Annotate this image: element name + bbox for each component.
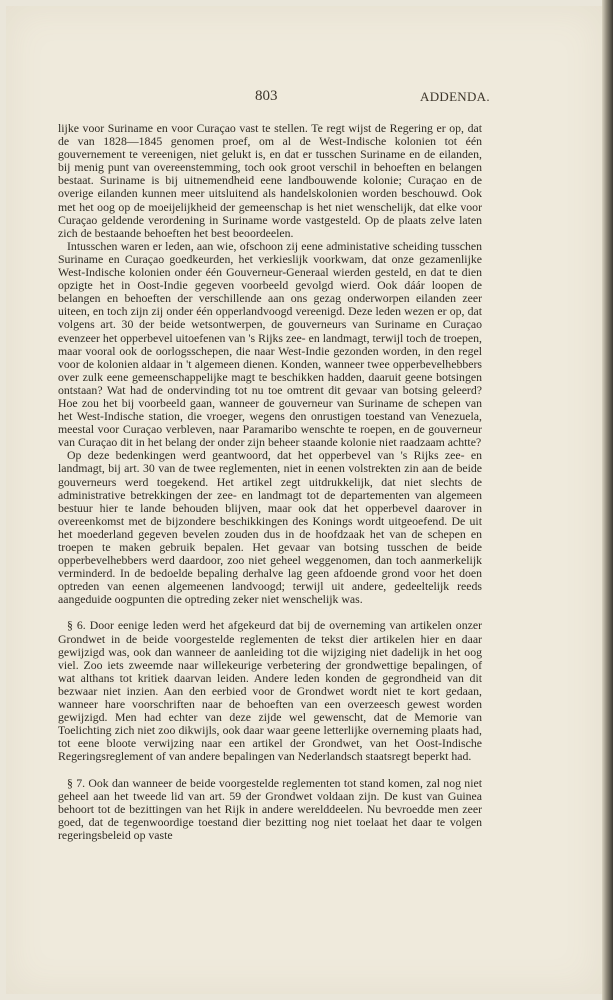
paragraph-section-6: § 6. Door eenige leden werd het afgekeurd dat bij de overneming van artikelen onzer Grondwet in de beide voorgestelde reglementen de tekst dier artikelen hier en daar gewijzigd was, ook dan wanneer de aanleiding tot die wijziging niet dadelijk in het oog viel. Zoo iets zweemde naar willekeurige verbetering der grondwettige bepalingen, of wat althans tot kritiek daarvan leiden. Andere leden konden de gegrondheid van dit bezwaar niet inzien. Aan den eerbied voor de Grondwet wordt niet te kort gedaan, wanneer hare voorschriften naar de behoeften van een overzeesch gewest worden gewijzigd. Men had echter van deze zijde wel gewenscht, dat de Memorie van Toelichting zich niet zoo dikwijls, ook daar waar geene letterlijke overneming plaats had, tot eene bloote verwijzing naar een artikel der Grondwet, van het Oost-Indische Regeringsreglement of van andere bepalingen van Nederlandsch staatsregt beperkt had.	[58, 618, 482, 764]
paragraph-continuation: lijke voor Suriname en voor Curaçao vast te stellen. Te regt wijst de Regering er op, dat de van 1828—1845 genomen proef, om al de West-Indische kolonien tot één gouvernement te vereenigen, niet gelukt is, en dat er tusschen Suriname en de eilanden, bij menig punt van overeenstemming, toch ook groot verschil in behoeften en belangen bestaat. Suriname is bij uitnemendheid eene landbouwende kolonie; Curaçao en de overige eilanden kunnen meer uitsluitend als handelskolonien worden beschouwd. Ook met het oog op de moeijelijkheid der gemeenschap is het niet wenschelijk, dat elke voor Curaçao geldende verordening in Suriname worde vastgesteld. Op de plaats zelve laten zich de bestaande behoeften het best beoordeelen.	[58, 121, 482, 240]
book-spine-edge	[602, 0, 613, 1000]
page-number: 803	[255, 88, 278, 104]
paragraph-intusschen: Intusschen waren er leden, aan wie, ofschoon zij eene administative scheiding tusschen Suriname en Curaçao goedkeurden, het verkieslijk voorkwam, dat onze gezamenlijke West-Indische kolonien onder één Gouverneur-Generaal wierden gesteld, en dat te dien opzigte het in Oost-Indie gegeven voorbeeld gevolgd wierd. Ook dáár loopen de belangen en behoeften der verschillende aan ons gezag onderworpen eilanden zeer uiteen, en toch zijn zij onder één opperlandvoogd vereenigd. Deze leden wezen er op, dat volgens art. 30 der beide wetsontwerpen, de gouverneurs van Suriname en Curaçao evenzeer het opperbevel uitoefenen van 's Rijks zee- en landmagt, terwijl toch de troepen, maar vooral ook de oorlogsschepen, die naar West-Indie gezonden worden, in den regel voor de kolonien aldaar in 't algemeen dienen. Konden, wanneer twee opperbevelhebbers over zulk eene gemeenschappelijke magt te beschikken hadden, daaruit geene botsingen ontstaan? Wat had de ondervinding tot nu toe omtrent dit gevaar van botsing geleerd? Hoe zou het bij voorbeeld gaan, wanneer de gouverneur van Suriname de schepen van het West-Indische station, die vroeger, wegens den onrustigen toestand van Venezuela, meestal voor Curaçao verbleven, naar Paramaribo wenschte te roepen, en de gouverneur van Curaçao dit in het belang der onder zijn beheer staande kolonie niet raadzaam achtte?	[58, 238, 482, 450]
page-header	[0, 88, 613, 108]
running-head: ADDENDA.	[420, 89, 490, 104]
paragraph-section-7: § 7. Ook dan wanneer de beide voorgestelde reglementen tot stand komen, zal nog niet geheel aan het tweede lid van art. 59 der Grondwet voldaan zijn. De kust van Guinea behoort tot de bezittingen van het Rijk in andere werelddeelen. Nu bevroedde men zeer goed, dat de tegenwoordige toestand dier bezitting nog niet toelaat het daar te volgen regeringsbeleid op vaste	[58, 775, 482, 842]
paragraph-op-deze: Op deze bedenkingen werd geantwoord, dat het opperbevel van 's Rijks zee- en landmagt, bij art. 30 van de twee reglementen, niet in eenen volstrekten zin aan de beide gouverneurs werd toegekend. Het artikel zegt uitdrukkelijk, dat niet slechts de administrative betrekkingen der zee- en landmagt tot de departementen van algemeen bestuur hier te lande behouden blijven, maar ook dat het opperbevel daarover in overeenkomst met de bijzondere beschikkingen des Konings wordt uitgeoefend. De uit het moederland gegeven bevelen zouden dus in de hoofdzaak het van de schepen en troepen te maken gebruik bepalen. Het gevaar van botsing tusschen de beide opperbevelhebbers werd daardoor, zoo niet geheel weggenomen, dan toch aanmerkelijk verminderd. In de bedoelde bepaling derhalve lag geen afdoende grond voor het doen optreden van eenen algemeenen landvoogd; terwijl uit andere, gedeeltelijk reeds aangeduide oogpunten die optreding zeker niet wenschelijk was.	[58, 448, 482, 607]
body-text	[58, 122, 482, 842]
